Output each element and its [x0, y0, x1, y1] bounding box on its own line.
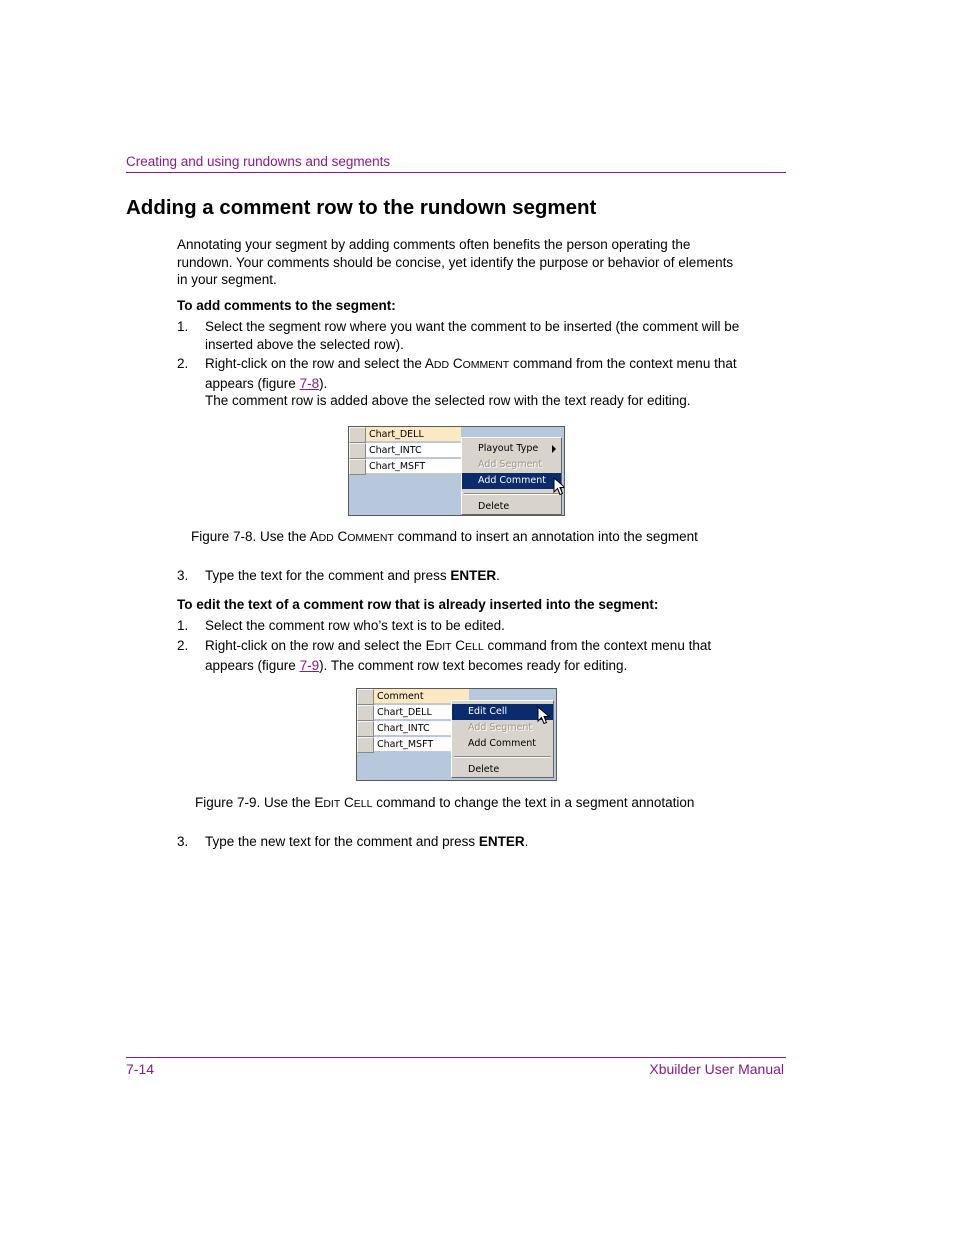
figure-7-9-link[interactable]: 7-9	[299, 657, 320, 673]
section-title: Adding a comment row to the rundown segment	[126, 196, 597, 219]
grid-cell: Chart_INTC	[366, 443, 461, 458]
edit-cell-command: EDIT CELL	[425, 638, 484, 653]
add-step3-text: Type the text for the comment and press ENTER.	[205, 568, 500, 583]
grid-cell: Chart_DELL	[374, 705, 469, 720]
edit-step2-text: Right-click on the row and select the EDIT CELL command from the context menu that appears (figure 7-9). The comment row text becomes ready for editing.	[205, 638, 712, 673]
add-step2-number: 2.	[177, 356, 189, 371]
grid-cell: Chart_MSFT	[366, 459, 461, 474]
menu-item-add-segment[interactable]: Add Segment	[468, 722, 533, 733]
grid-cell: Chart_DELL	[366, 427, 461, 442]
header-rule	[126, 172, 786, 173]
edit-step3-text: Type the new text for the comment and press ENTER.	[205, 834, 529, 849]
menu-item-add-comment[interactable]: Add Comment	[462, 473, 561, 489]
figure-7-9-caption: Figure 7-9. Use the EDIT CELL command to change the text in a segment annotation	[195, 795, 695, 810]
grid-row	[349, 443, 461, 459]
figure-7-9-screenshot	[356, 688, 557, 781]
add-comment-command: ADD COMMENT	[424, 356, 510, 371]
add-step1-text: Select the segment row where you want the comment to be inserted (the comment will be inserted above the selected row).	[205, 319, 740, 352]
mouse-pointer-icon	[537, 706, 551, 726]
menu-item-delete[interactable]: Delete	[478, 501, 510, 512]
grid-cell: Comment	[374, 689, 469, 704]
menu-item-playout-type[interactable]: Playout Type	[462, 441, 561, 457]
edit-step1-number: 1.	[177, 618, 189, 633]
menu-item-add-segment[interactable]: Add Segment	[478, 459, 543, 470]
edit-step1-text: Select the comment row who’s text is to be edited.	[205, 618, 505, 633]
add-step2-note: The comment row is added above the selected row with the text ready for editing.	[205, 393, 691, 408]
add-step3-number: 3.	[177, 568, 189, 583]
add-step2-post: ).	[319, 375, 328, 391]
figure-7-8-screenshot	[348, 426, 565, 516]
edit-procedure-lead: To edit the text of a comment row that is already inserted into the segment:	[177, 597, 659, 612]
context-menu	[461, 437, 562, 515]
menu-separator	[464, 493, 559, 495]
grid-row	[349, 459, 461, 475]
grid-cell: Chart_MSFT	[374, 737, 469, 752]
add-step2-mid: command from the context menu that appears (figure	[205, 356, 737, 391]
figure-7-8-caption: Figure 7-8. Use the ADD COMMENT command to insert an annotation into the segment	[191, 529, 698, 544]
edit-step3-number: 3.	[177, 834, 189, 849]
figure-7-8-link[interactable]: 7-8	[299, 375, 320, 391]
running-head: Creating and using rundowns and segments	[126, 154, 391, 169]
menu-item-add-comment[interactable]: Add Comment	[468, 738, 536, 749]
enter-key: ENTER	[478, 834, 525, 849]
grid-cell: Chart_INTC	[374, 721, 469, 736]
menu-item-delete[interactable]: Delete	[468, 764, 500, 775]
page-number: 7-14	[126, 1061, 155, 1077]
add-step2-pre: Right-click on the row and select the	[205, 356, 425, 371]
add-step2-text	[205, 355, 745, 392]
intro-paragraph: Annotating your segment by adding comments often benefits the person operating the rundown. Your comments should be concise, yet identify the purpose or behavior of elements in your segment.	[177, 237, 734, 287]
add-procedure-lead: To add comments to the segment:	[177, 298, 396, 313]
add-step1-number: 1.	[177, 319, 189, 334]
submenu-arrow-icon	[552, 445, 556, 453]
mouse-pointer-icon	[553, 477, 565, 497]
menu-separator	[454, 756, 551, 758]
grid-row	[349, 427, 461, 443]
enter-key: ENTER	[450, 568, 497, 583]
manual-title: Xbuilder User Manual	[649, 1061, 784, 1077]
footer-rule	[126, 1057, 786, 1058]
edit-step2-number: 2.	[177, 638, 189, 653]
menu-item-edit-cell[interactable]: Edit Cell	[452, 704, 553, 720]
